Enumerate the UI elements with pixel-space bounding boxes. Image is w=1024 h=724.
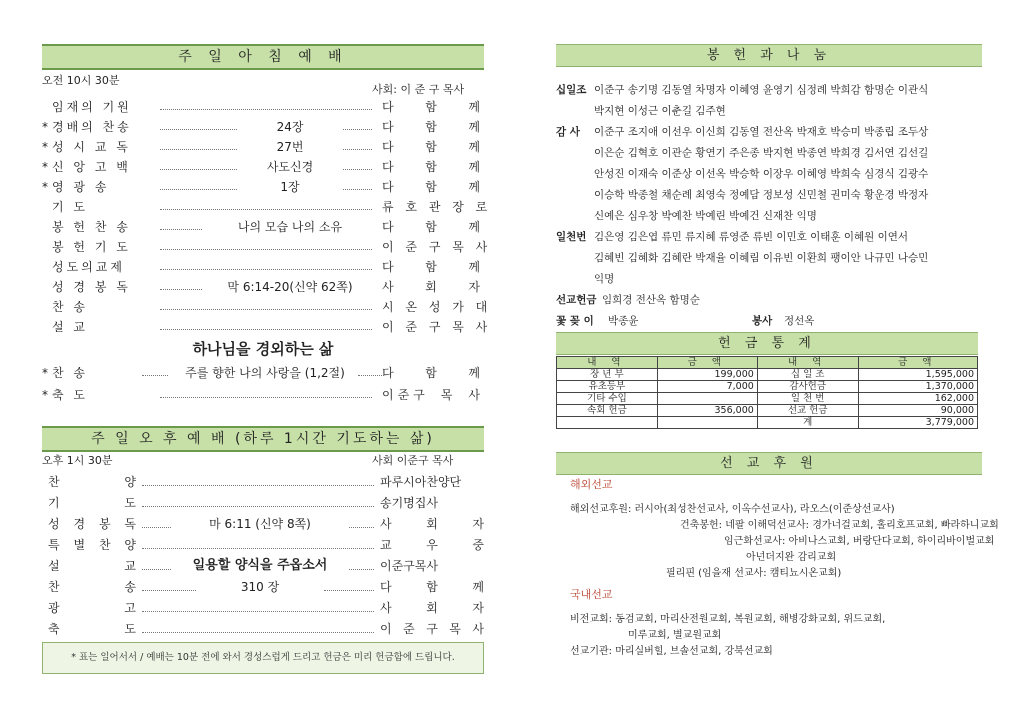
order-item-detail: 24장 — [276, 120, 304, 134]
order-item-person: 파루시아찬양단 — [380, 475, 462, 489]
order-item-name: 축 도 — [52, 388, 88, 402]
order-item-person: 류 호 관 장 로 — [382, 200, 492, 214]
item-name: 선교 헌금 — [757, 405, 858, 417]
afternoon-leader: 사회 이준구 목사 — [372, 454, 454, 467]
leader-dots — [160, 149, 237, 150]
order-row — [42, 364, 484, 382]
tithe-names-1: 이준구 송기명 김동열 차명자 이혜영 윤영기 심정례 박희감 함명순 이관식 — [594, 84, 929, 96]
order-row — [42, 198, 492, 216]
order-item-person: 다 함 께 — [382, 260, 484, 274]
order-item-name: 경배의 찬송 — [52, 120, 132, 134]
leader-dots — [160, 169, 237, 170]
morning-time: 오전 10시 30분 — [42, 74, 120, 87]
order-item-detail: 주를 향한 나의 사랑을 (1,2절) — [185, 366, 345, 380]
flower-name: 박종윤 — [608, 315, 639, 327]
order-row — [42, 493, 484, 513]
order-item-person: 교 우 중 — [380, 538, 484, 552]
required-standing-mark: * — [42, 388, 48, 402]
leader-dots — [343, 129, 372, 130]
order-item-person: 사 회 자 — [380, 517, 484, 531]
leader-dots — [324, 590, 374, 591]
leader-dots — [142, 548, 374, 549]
leader-dots — [343, 169, 372, 170]
overseas-mission-line: 해외선교후원: 러시아(최성찬선교사, 이옥수선교사), 라오스(이준상선교사) — [570, 504, 895, 515]
order-item-name: 특 별 찬 양 — [48, 538, 136, 552]
item-amount: 1,595,000 — [858, 369, 977, 381]
order-item-person: 이 준 구 목 사 — [380, 622, 484, 636]
order-item-person: 다 함 께 — [382, 180, 484, 194]
item-name — [557, 417, 658, 429]
thanks-names-line: 이준구 조지애 이선우 이신희 김동열 전산옥 박재호 박승미 박종립 조두상 — [594, 126, 929, 138]
order-row — [42, 98, 484, 116]
leader-dots — [343, 189, 372, 190]
item-amount — [657, 417, 757, 429]
order-item-person: 다 함 께 — [382, 160, 484, 174]
order-item-person: 시 온 성 가 대 — [382, 300, 492, 314]
order-item-name: 봉 헌 기 도 — [52, 240, 131, 254]
leader-dots — [142, 527, 171, 528]
order-item-detail: 사도신경 — [266, 160, 314, 174]
table-row — [557, 393, 978, 405]
domestic-mission-line: 비전교회: 동검교회, 마리산전원교회, 복원교회, 해병강화교회, 위드교회, — [570, 614, 886, 625]
leader-dots — [142, 611, 374, 612]
flower-label: 꽃 꽂 이 — [556, 315, 594, 327]
leader-dots — [160, 209, 372, 210]
leader-dots — [142, 590, 196, 591]
totals-title: 헌 금 통 계 — [556, 332, 978, 355]
morning-service-title: 주 일 아 침 예 배 — [42, 44, 484, 70]
order-item-name: 찬 송 — [48, 580, 136, 594]
order-item-name: 찬 송 — [52, 366, 88, 380]
required-standing-mark: * — [42, 120, 48, 134]
thanks-names-line: 이은순 김혁호 이관순 황연기 주은종 박지현 박종연 박희경 김서연 김선길 — [594, 147, 929, 159]
order-item-name: 기 도 — [48, 496, 136, 510]
table-row — [557, 369, 978, 381]
order-item-name: 축 도 — [48, 622, 136, 636]
order-item-detail: 마 6:11 (신약 8쪽) — [209, 517, 311, 531]
overseas-mission-line: 필리핀 (임을재 선교사: 캠티뇨시온교회) — [666, 568, 842, 579]
order-row — [42, 577, 484, 597]
leader-dots — [160, 329, 372, 330]
leader-dots — [142, 632, 374, 633]
leader-dots — [160, 249, 372, 250]
leader-dots — [349, 527, 374, 528]
notice-box: * 표는 일어서서 / 예배는 10분 전에 와서 경성스럽게 드리고 헌금은 미리 헌금함에 드립니다. — [42, 642, 484, 674]
order-item-name: 봉 헌 찬 송 — [52, 220, 131, 234]
table-header-row — [557, 357, 978, 369]
order-item-person: 송기명집사 — [380, 496, 438, 510]
order-item-name: 성 경 봉 독 — [48, 517, 136, 531]
order-row — [42, 535, 484, 555]
overseas-mission-line: 아넌더지완 감리교회 — [746, 552, 837, 563]
order-item-name: 신 앙 고 백 — [52, 160, 131, 174]
header-amount-1: 금 액 — [657, 357, 757, 369]
leader-dots — [358, 375, 384, 376]
item-amount: 199,000 — [657, 369, 757, 381]
order-row — [42, 178, 484, 196]
order-item-person: 이준구목사 — [380, 559, 438, 573]
leader-dots — [160, 109, 372, 110]
order-item-person: 다 함 께 — [382, 100, 484, 114]
order-row — [42, 258, 484, 276]
order-item-person: 다 함 께 — [382, 366, 484, 380]
onethousand-names-line: 김혜빈 김혜화 김혜란 박재율 이혜림 이유빈 이환희 팽이안 나규민 나승민 — [594, 252, 929, 264]
order-row — [42, 598, 484, 618]
table-row — [557, 381, 978, 393]
order-item-name: 찬 양 — [48, 475, 136, 489]
order-item-person: 다 함 께 — [382, 140, 484, 154]
mission-offering-label: 선교헌금 — [556, 294, 597, 306]
order-row — [42, 298, 492, 316]
onethousand-names-line: 김은영 김은엽 류민 류지혜 류영준 류빈 이민호 이태훈 이혜원 이연서 — [594, 231, 909, 243]
morning-leader: 사회: 이 준 구 목사 — [372, 83, 465, 96]
required-standing-mark: * — [42, 160, 48, 174]
order-item-person: 이 준 구 목 사 — [382, 240, 492, 254]
service-label: 봉사 — [752, 315, 773, 327]
order-row — [42, 318, 492, 336]
service-name: 정선옥 — [784, 315, 815, 327]
leader-dots — [160, 189, 237, 190]
overseas-mission-line: 임근화선교사: 아비나스교회, 버랑단다교회, 하이리바이벌교회 — [724, 536, 995, 547]
onethousand-names-line: 익명 — [594, 273, 615, 285]
leader-dots — [160, 309, 372, 310]
item-name: 기타 수입 — [557, 393, 658, 405]
domestic-mission-line: 선교기관: 마리실버힐, 브솔선교회, 강북선교회 — [570, 646, 773, 657]
item-name: 속회 헌금 — [557, 405, 658, 417]
order-row — [42, 238, 492, 256]
order-item-person: 이 준 구 목 사 — [382, 320, 492, 334]
offering-title: 봉 헌 과 나 눔 — [556, 44, 982, 67]
item-name: 감사헌금 — [757, 381, 858, 393]
order-item-person: 사 회 자 — [382, 280, 484, 294]
offering-totals-table — [556, 356, 978, 429]
order-row — [42, 472, 484, 492]
item-amount: 3,779,000 — [858, 417, 977, 429]
order-item-detail: 막 6:14-20(신약 62쪽) — [227, 280, 353, 294]
item-name: 유초등부 — [557, 381, 658, 393]
order-item-detail: 310 장 — [240, 580, 280, 594]
required-standing-mark: * — [42, 180, 48, 194]
leader-dots — [343, 149, 372, 150]
order-item-detail: 1장 — [280, 180, 300, 194]
item-amount: 90,000 — [858, 405, 977, 417]
afternoon-service-title: 주 일 오 후 예 배 (하루 1시간 기도하는 삶) — [42, 426, 484, 452]
order-item-name: 광 고 — [48, 601, 136, 615]
table-row — [557, 417, 978, 429]
onethousand-label: 일천번 — [556, 231, 587, 243]
order-item-person: 이준구 목 사 — [382, 388, 484, 402]
leader-dots — [160, 397, 372, 398]
order-item-detail: 27번 — [276, 140, 304, 154]
mission-support-title: 선 교 후 원 — [556, 452, 982, 475]
domestic-mission-line: 미루교회, 별교원교회 — [628, 630, 722, 641]
overseas-mission-line: 건축봉헌: 네팔 이해덕선교사: 경가너걸교회, 홀리호프교회, 빠라하니교회 — [680, 520, 999, 531]
item-amount: 7,000 — [657, 381, 757, 393]
order-item-name: 성 경 봉 독 — [52, 280, 131, 294]
order-item-name: 영 광 송 — [52, 180, 110, 194]
order-item-name: 설 교 — [52, 320, 88, 334]
order-row — [42, 556, 484, 576]
order-item-name: 임재의 기원 — [52, 100, 132, 114]
item-amount: 356,000 — [657, 405, 757, 417]
order-item-person: 다 함 께 — [382, 220, 484, 234]
order-item-detail: 일용할 양식을 주옵소서 — [192, 558, 328, 573]
thanks-names-line: 신예은 심우창 박예찬 박예린 박예건 신재찬 익명 — [594, 210, 817, 222]
order-row — [42, 514, 484, 534]
order-item-name: 찬 송 — [52, 300, 88, 314]
order-item-name: 설 교 — [48, 559, 136, 573]
required-standing-mark: * — [42, 366, 48, 380]
order-row — [42, 138, 484, 156]
item-amount — [657, 393, 757, 405]
domestic-mission-heading: 국내선교 — [570, 588, 613, 601]
order-item-name: 기 도 — [52, 200, 88, 214]
item-name: 계 — [757, 417, 858, 429]
leader-dots — [142, 375, 168, 376]
item-amount: 162,000 — [858, 393, 977, 405]
required-standing-mark: * — [42, 140, 48, 154]
item-name: 일 천 번 — [757, 393, 858, 405]
header-item-1: 내 역 — [557, 357, 658, 369]
mission-offering-names: 임희경 전산옥 함명순 — [602, 294, 700, 306]
order-row — [42, 619, 484, 639]
item-name: 십 일 조 — [757, 369, 858, 381]
order-row — [42, 218, 484, 236]
leader-dots — [160, 269, 372, 270]
thanks-names-line: 안성진 이재숙 이준상 이선옥 박승학 이장우 이혜영 박희숙 심경식 김광수 — [594, 168, 929, 180]
order-row — [42, 118, 484, 136]
overseas-mission-heading: 해외선교 — [570, 478, 613, 491]
table-row — [557, 405, 978, 417]
thanks-names-line: 이승학 박종철 채순례 최영숙 정예담 정보성 신민철 권미숙 황운경 박정자 — [594, 189, 929, 201]
order-row — [42, 386, 484, 404]
thanks-label: 감 사 — [556, 126, 580, 138]
order-row — [42, 158, 484, 176]
order-item-name: 성도의교제 — [52, 260, 125, 274]
leader-dots — [160, 229, 202, 230]
leader-dots — [142, 485, 374, 486]
leader-dots — [142, 506, 374, 507]
order-item-name: 성 시 교 독 — [52, 140, 131, 154]
item-name: 장 년 부 — [557, 369, 658, 381]
header-amount-2: 금 액 — [858, 357, 977, 369]
leader-dots — [349, 569, 374, 570]
afternoon-time: 오후 1시 30분 — [42, 454, 113, 467]
tithe-label: 십일조 — [556, 84, 587, 96]
order-item-person: 다 함 께 — [382, 120, 484, 134]
leader-dots — [160, 129, 237, 130]
order-item-person: 사 회 자 — [380, 601, 484, 615]
order-item-detail: 나의 모습 나의 소유 — [237, 220, 343, 234]
tithe-names-2: 박지현 이성근 이춘길 김주현 — [594, 105, 726, 117]
leader-dots — [160, 289, 202, 290]
order-item-person: 다 함 께 — [380, 580, 484, 594]
item-amount: 1,370,000 — [858, 381, 977, 393]
order-row — [42, 278, 484, 296]
header-item-2: 내 역 — [757, 357, 858, 369]
sermon-title: 하나님을 경외하는 삶 — [192, 340, 334, 358]
leader-dots — [142, 569, 171, 570]
